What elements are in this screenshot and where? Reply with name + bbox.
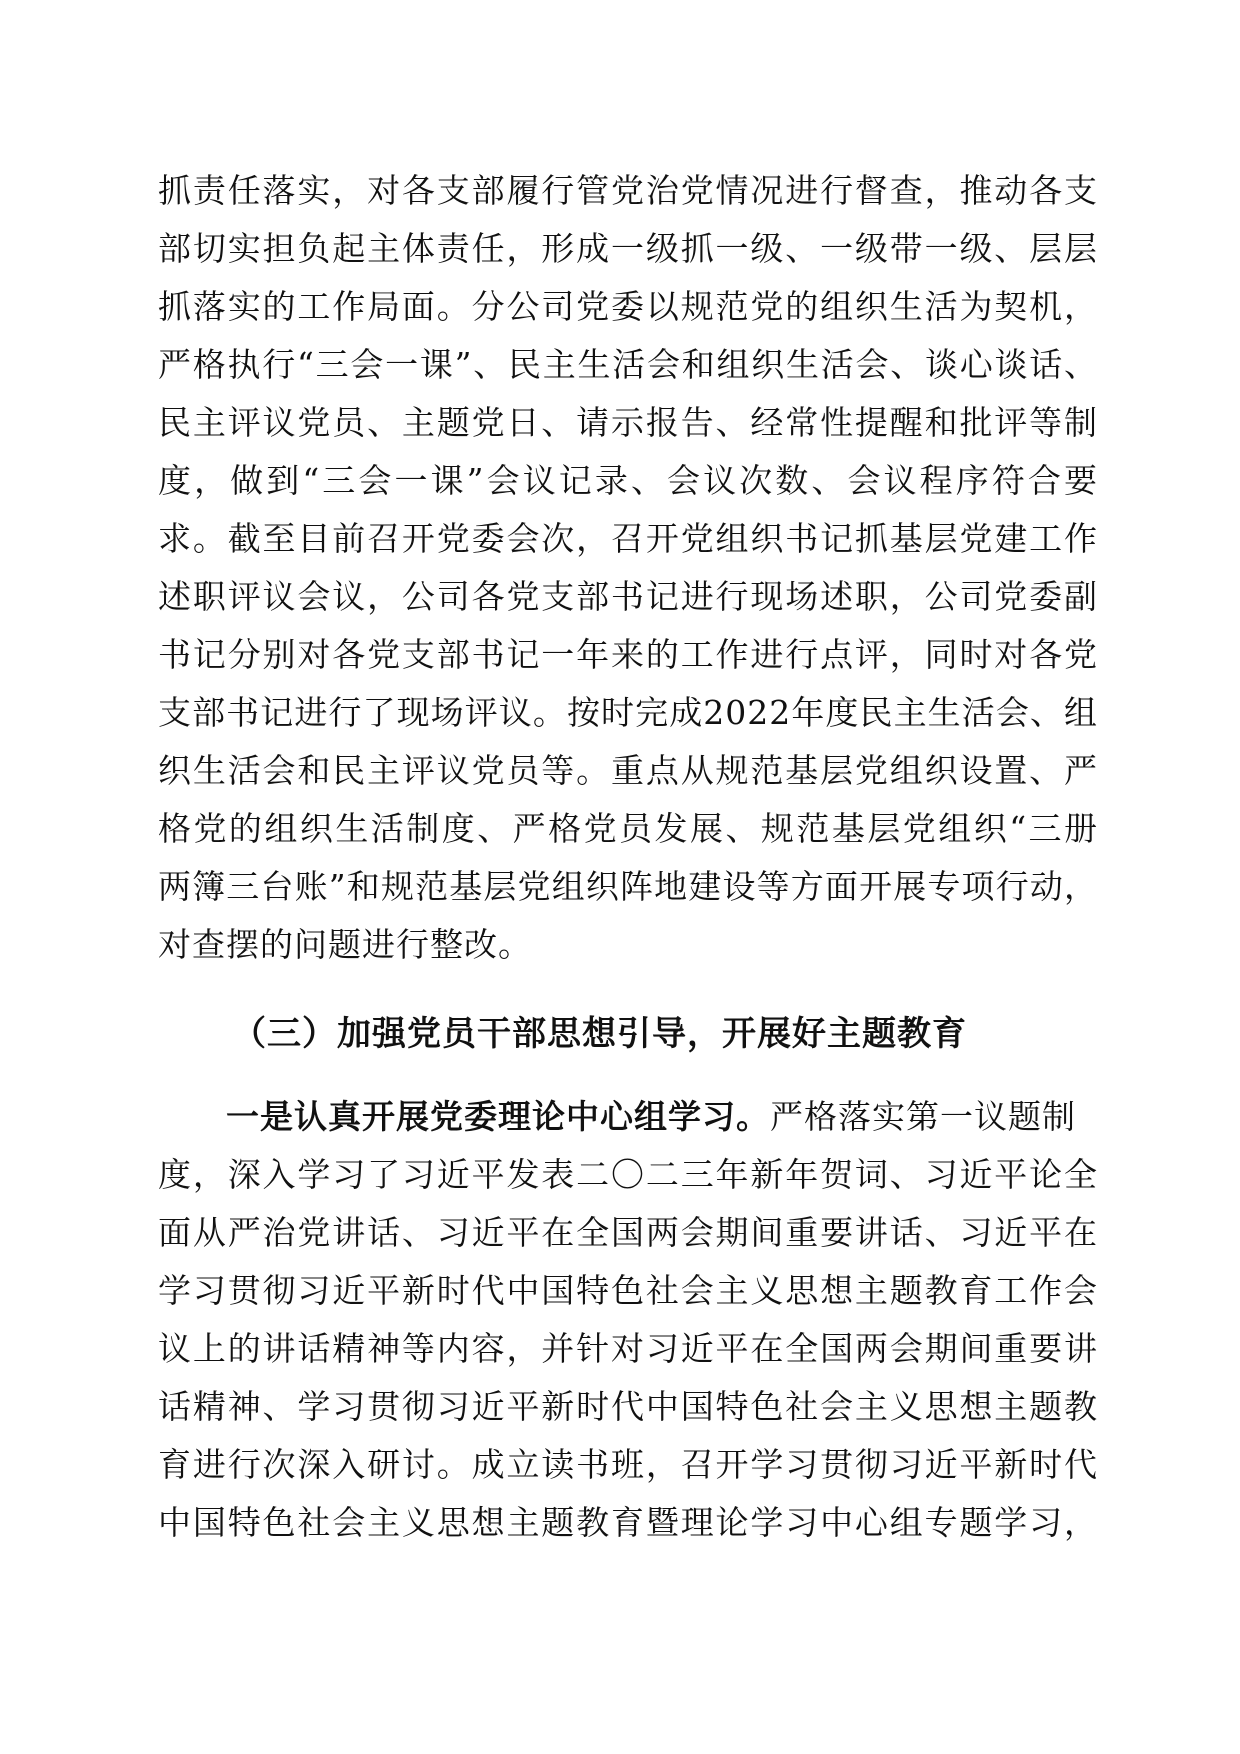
- text-line: 述职评议会议，公司各党支部书记进行现场述职，公司党委副: [158, 577, 1098, 616]
- text-line: 面从严治党讲话、习近平在全国两会期间重要讲话、习近平在: [158, 1213, 1098, 1252]
- lead-rest-text: 严格落实第一议题制: [770, 1097, 1076, 1136]
- text-line: 中国特色社会主义思想主题教育暨理论学习中心组专题学习，: [158, 1503, 1098, 1542]
- text-line: 严格执行“三会一课”、民主生活会和组织生活会、谈心谈话、: [158, 345, 1098, 384]
- text-line: 支部书记进行了现场评议。按时完成2022年度民主生活会、组: [158, 693, 1098, 732]
- text-line: 民主评议党员、主题党日、请示报告、经常性提醒和批评等制: [158, 403, 1098, 442]
- text-line: 两簿三台账”和规范基层党组织阵地建设等方面开展专项行动，: [158, 867, 1098, 906]
- text-line: 书记分别对各党支部书记一年来的工作进行点评，同时对各党: [158, 635, 1098, 674]
- text-line: 抓落实的工作局面。分公司党委以规范党的组织生活为契机，: [158, 287, 1098, 326]
- text-line: 织生活会和民主评议党员等。重点从规范基层党组织设置、严: [158, 751, 1098, 790]
- text-line: 抓责任落实，对各支部履行管党治党情况进行督查，推动各支: [158, 171, 1098, 210]
- text-line: 议上的讲话精神等内容，并针对习近平在全国两会期间重要讲: [158, 1329, 1098, 1368]
- text-line: 话精神、学习贯彻习近平新时代中国特色社会主义思想主题教: [158, 1387, 1098, 1426]
- text-line: 度，做到“三会一课”会议记录、会议次数、会议程序符合要: [158, 461, 1098, 500]
- text-line: 部切实担负起主体责任，形成一级抓一级、一级带一级、层层: [158, 229, 1098, 268]
- text-line: 度，深入学习了习近平发表二〇二三年新年贺词、习近平论全: [158, 1155, 1098, 1194]
- text-line: 求。截至目前召开党委会次，召开党组织书记抓基层党建工作: [158, 519, 1098, 558]
- lead-bold-text: 一是认真开展党委理论中心组学习。: [226, 1097, 770, 1136]
- text-line: 学习贯彻习近平新时代中国特色社会主义思想主题教育工作会: [158, 1271, 1098, 1310]
- section-heading-3: （三）加强党员干部思想引导，开展好主题教育: [232, 1014, 967, 1054]
- text-line: 对查摆的问题进行整改。: [158, 925, 532, 964]
- text-line-first: [158, 1088, 1098, 1146]
- paragraph-theory-study: [158, 1088, 1098, 1552]
- text-line: 格党的组织生活制度、严格党员发展、规范基层党组织“三册: [158, 809, 1098, 848]
- paragraph-responsibility: [158, 162, 1098, 974]
- text-line: 育进行次深入研讨。成立读书班，召开学习贯彻习近平新时代: [158, 1445, 1098, 1484]
